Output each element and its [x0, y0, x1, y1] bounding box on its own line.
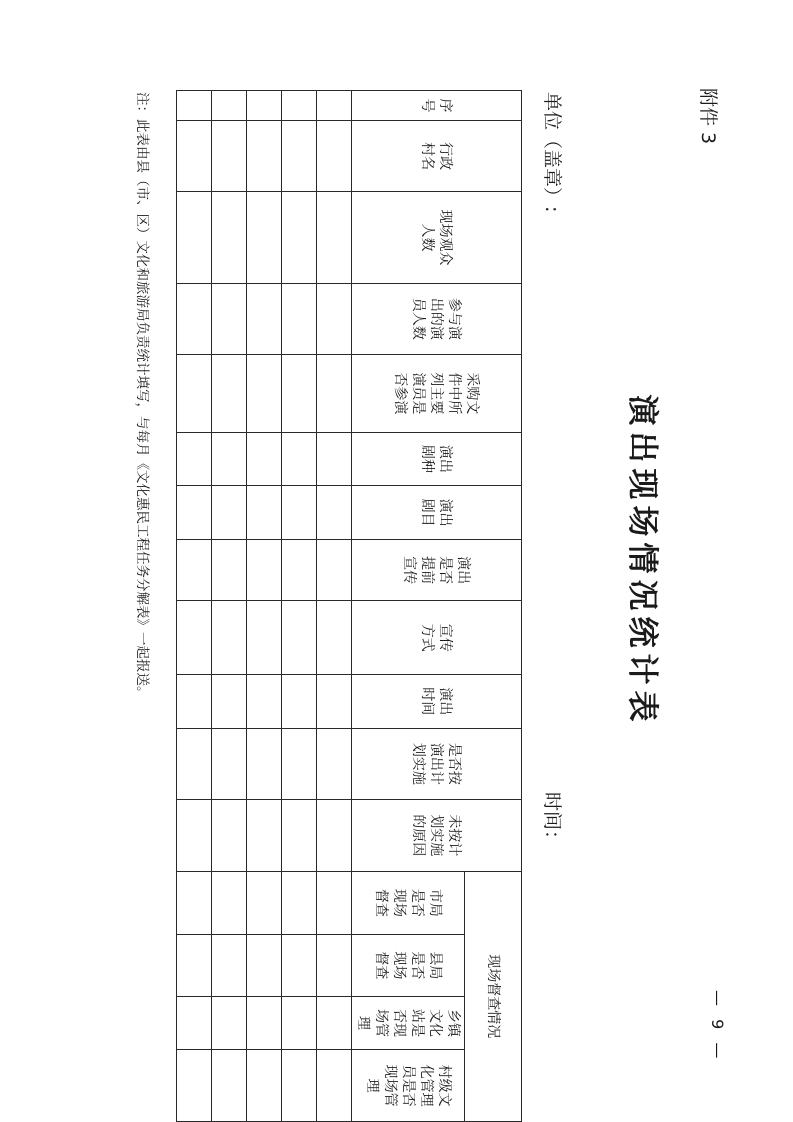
table-cell	[247, 355, 282, 432]
table-row	[282, 91, 317, 1122]
header-deviation-reason: 未按计 划实施 的原因	[352, 800, 522, 871]
table-cell	[282, 728, 317, 799]
table-cell	[317, 91, 352, 121]
table-cell	[177, 800, 212, 871]
table-cell	[212, 728, 247, 799]
table-cell	[212, 539, 247, 601]
header-performer-count: 参与演 出的演 员人数	[352, 283, 522, 354]
table-cell	[317, 355, 352, 432]
table-cell	[247, 871, 282, 935]
table-cell	[282, 539, 317, 601]
table-row	[177, 91, 212, 1122]
table-cell	[282, 996, 317, 1050]
attachment-label: 附件 3	[697, 88, 719, 145]
table-cell	[177, 192, 212, 283]
header-advance-publicity: 演出 是否 提前 宣传	[352, 539, 522, 601]
table-cell	[212, 1050, 247, 1122]
table-cell	[177, 91, 212, 121]
table-cell	[177, 539, 212, 601]
table-cell	[212, 120, 247, 191]
table-cell	[177, 1050, 212, 1122]
table-row	[212, 91, 247, 1122]
table-cell	[247, 539, 282, 601]
table-cell	[212, 601, 247, 674]
table-cell	[212, 935, 247, 997]
table-cell	[282, 91, 317, 121]
header-main-actors-participated: 采购文 件中所 列主要 演员是 否参演	[352, 355, 522, 432]
table-row	[247, 91, 282, 1122]
header-supervision-group: 现场督查情况	[465, 871, 522, 1121]
header-audience-count: 现场观众 人数	[352, 192, 522, 283]
table-cell	[177, 674, 212, 728]
table-cell	[282, 283, 317, 354]
table-cell	[212, 674, 247, 728]
table-cell	[212, 192, 247, 283]
table-cell	[177, 283, 212, 354]
table-cell	[282, 601, 317, 674]
table-cell	[282, 935, 317, 997]
table-cell	[212, 871, 247, 935]
table-cell	[317, 192, 352, 283]
page-number: — 9 —	[708, 990, 727, 1063]
header-county-bureau-supervision: 县局 是否 现场 督查	[352, 935, 465, 997]
table-cell	[282, 192, 317, 283]
table-cell	[247, 1050, 282, 1122]
table-cell	[317, 601, 352, 674]
table-cell	[212, 283, 247, 354]
table-cell	[212, 486, 247, 540]
header-village-name: 行政 村名	[352, 120, 522, 191]
table-cell	[282, 355, 317, 432]
table-cell	[247, 800, 282, 871]
table-footnote: 注：此表由县（市、区）文化和旅游局负责统计填写，与每月《文化惠民工程任务分解表》一起报送。	[134, 92, 150, 700]
table-cell	[212, 355, 247, 432]
table-cell	[317, 674, 352, 728]
header-village-admin-management: 村级文 化管理 员是否 现场管 理	[352, 1050, 465, 1122]
table-cell	[282, 1050, 317, 1122]
table-cell	[177, 728, 212, 799]
table-cell	[282, 120, 317, 191]
table-cell	[317, 486, 352, 540]
table-cell	[177, 432, 212, 486]
table-cell	[317, 120, 352, 191]
table-cell	[247, 192, 282, 283]
unit-stamp-label: 单位（盖章）:	[541, 92, 563, 213]
table-cell	[177, 355, 212, 432]
header-serial-number: 序 号	[352, 91, 522, 121]
table-cell	[282, 800, 317, 871]
table-cell	[212, 996, 247, 1050]
table-body	[177, 91, 352, 1122]
table-cell	[177, 120, 212, 191]
table-cell	[317, 871, 352, 935]
table-cell	[317, 539, 352, 601]
table-cell	[282, 871, 317, 935]
header-performance-time: 演出 时间	[352, 674, 522, 728]
table-cell	[177, 601, 212, 674]
table-cell	[282, 674, 317, 728]
table-cell	[247, 674, 282, 728]
table-cell	[282, 432, 317, 486]
header-repertoire: 演出 剧目	[352, 486, 522, 540]
table-cell	[247, 996, 282, 1050]
table-cell	[212, 432, 247, 486]
table-cell	[247, 601, 282, 674]
table-cell	[177, 935, 212, 997]
document-title: 演出现场情况统计表	[624, 394, 660, 728]
table-row	[317, 91, 352, 1122]
table-cell	[177, 486, 212, 540]
table-cell	[212, 91, 247, 121]
table-cell	[317, 432, 352, 486]
table-cell	[317, 935, 352, 997]
header-publicity-method: 宣传 方式	[352, 601, 522, 674]
table-cell	[317, 1050, 352, 1122]
header-opera-type: 演出 剧种	[352, 432, 522, 486]
header-city-bureau-supervision: 市局 是否 现场 督查	[352, 871, 465, 935]
table-cell	[247, 120, 282, 191]
table-cell	[317, 283, 352, 354]
time-label: 时间：	[541, 792, 563, 850]
table-cell	[317, 728, 352, 799]
table-cell	[247, 432, 282, 486]
table-cell	[212, 800, 247, 871]
table-cell	[317, 800, 352, 871]
table-cell	[177, 996, 212, 1050]
table-cell	[247, 91, 282, 121]
table-cell	[247, 935, 282, 997]
header-township-station-management: 乡镇 文化 站是 否现 场管 理	[352, 996, 465, 1050]
table-cell	[247, 486, 282, 540]
table-cell	[247, 728, 282, 799]
table-cell	[177, 871, 212, 935]
table-cell	[317, 996, 352, 1050]
table-cell	[282, 486, 317, 540]
header-implemented-as-planned: 是否按 演出计 划实施	[352, 728, 522, 799]
statistics-table	[176, 90, 522, 1122]
table-cell	[247, 283, 282, 354]
